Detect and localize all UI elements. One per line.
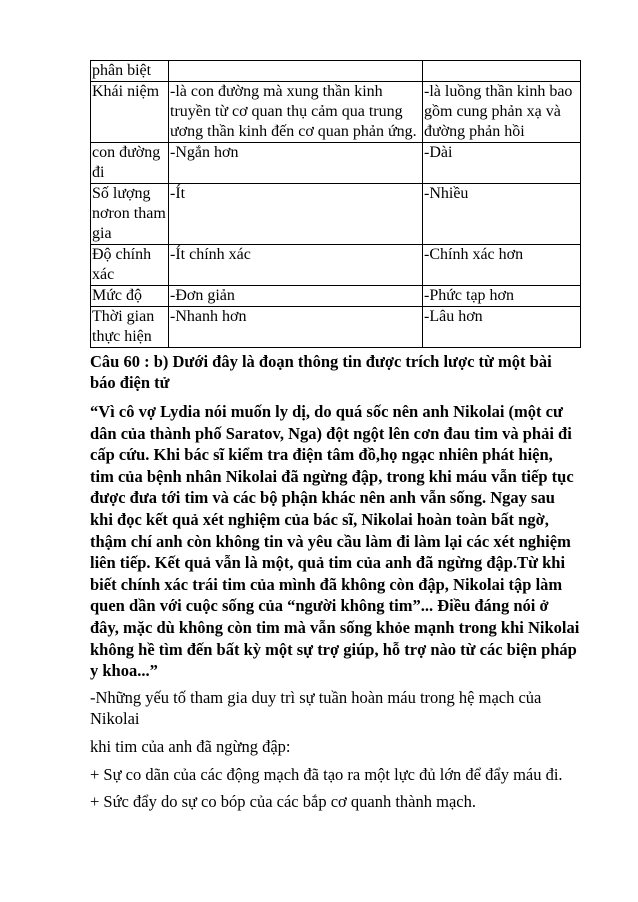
table-cell: -Dài xyxy=(423,143,581,184)
table-cell: Mức độ xyxy=(91,286,169,307)
table-cell: -Nhanh hơn xyxy=(169,307,423,348)
table-cell: -Chính xác hơn xyxy=(423,245,581,286)
table-cell: -Ít xyxy=(169,184,423,245)
table-cell: Số lượng nơron tham gia xyxy=(91,184,169,245)
table-cell: -là con đường mà xung thần kinh truyền từ cơ quan thụ cảm qua trung ương thần kinh đến cơ quan phản ứng. xyxy=(169,82,423,143)
answer-line: -Những yếu tố tham gia duy trì sự tuần hoàn máu trong hệ mạch của Nikolai xyxy=(90,687,542,729)
question-title: Câu 60 : b) Dưới đây là đoạn thông tin được trích lược từ một bài báo điện tử xyxy=(90,352,552,392)
answer-line: + Sức đẩy do sự co bóp của các bắp cơ quanh thành mạch. xyxy=(90,792,476,812)
table-row xyxy=(91,61,581,82)
table-cell: -Đơn giản xyxy=(169,286,423,307)
table-cell xyxy=(423,61,581,82)
table-cell: -Ngắn hơn xyxy=(169,143,423,184)
table-cell xyxy=(169,61,423,82)
table-cell: -Lâu hơn xyxy=(423,307,581,348)
table-cell: Khái niệm xyxy=(91,82,169,143)
table-row xyxy=(91,82,581,143)
table-cell: -Ít chính xác xyxy=(169,245,423,286)
table-row xyxy=(91,286,581,307)
table-cell: -Nhiều xyxy=(423,184,581,245)
table-cell: phân biệt xyxy=(91,61,169,82)
table-cell: Thời gian thực hiện xyxy=(91,307,169,348)
table-cell: -Phức tạp hơn xyxy=(423,286,581,307)
answer-line: khi tim của anh đã ngừng đập: xyxy=(90,736,291,756)
document-page xyxy=(90,60,580,819)
comparison-table xyxy=(90,60,581,348)
table-row xyxy=(91,307,581,348)
article-quote: “Vì cô vợ Lydia nói muốn ly dị, do quá sốc nên anh Nikolai (một cư dân của thành phố Saratov, Nga) đột ngột lên cơn đau tim và phải đi cấp cứu. Khi bác sĩ kiểm tra điện tâm đồ,họ ngạc nhiên phát hiện, tim của bệnh nhân Nikolai đã ngừng đập, trong khi máu vẫn tiếp tục được đưa tới tim và các bộ phận khác nên anh vẫn sống. Ngay sau khi đọc kết quả xét nghiệm của bác sĩ, Nikolai hoàn toàn bất ngờ, thậm chí anh còn không tin và yêu cầu làm đi làm lại các xét nghiệm liên tiếp. Kết quả vẫn là một, quả tim của anh đã ngừng đập.Từ khi biết chính xác trái tim của mình đã không còn đập, Nikolai tập làm quen dần với cuộc sống của “người không tim”... Điều đáng nói ở đây, mặc dù không còn tim mà vẫn sống khỏe mạnh trong khi Nikolai không hề tìm đến bất kỳ một sự trợ giúp, hỗ trợ nào từ các biện pháp y khoa...” xyxy=(90,402,580,681)
table-row xyxy=(91,184,581,245)
answer-line: + Sự co dãn của các động mạch đã tạo ra một lực đủ lớn để đẩy máu đi. xyxy=(90,764,563,784)
table-row xyxy=(91,245,581,286)
table-row xyxy=(91,143,581,184)
table-cell: Độ chính xác xyxy=(91,245,169,286)
table-cell: -là luồng thần kinh bao gồm cung phản xạ và đường phản hồi xyxy=(423,82,581,143)
table-cell: con đường đi xyxy=(91,143,169,184)
